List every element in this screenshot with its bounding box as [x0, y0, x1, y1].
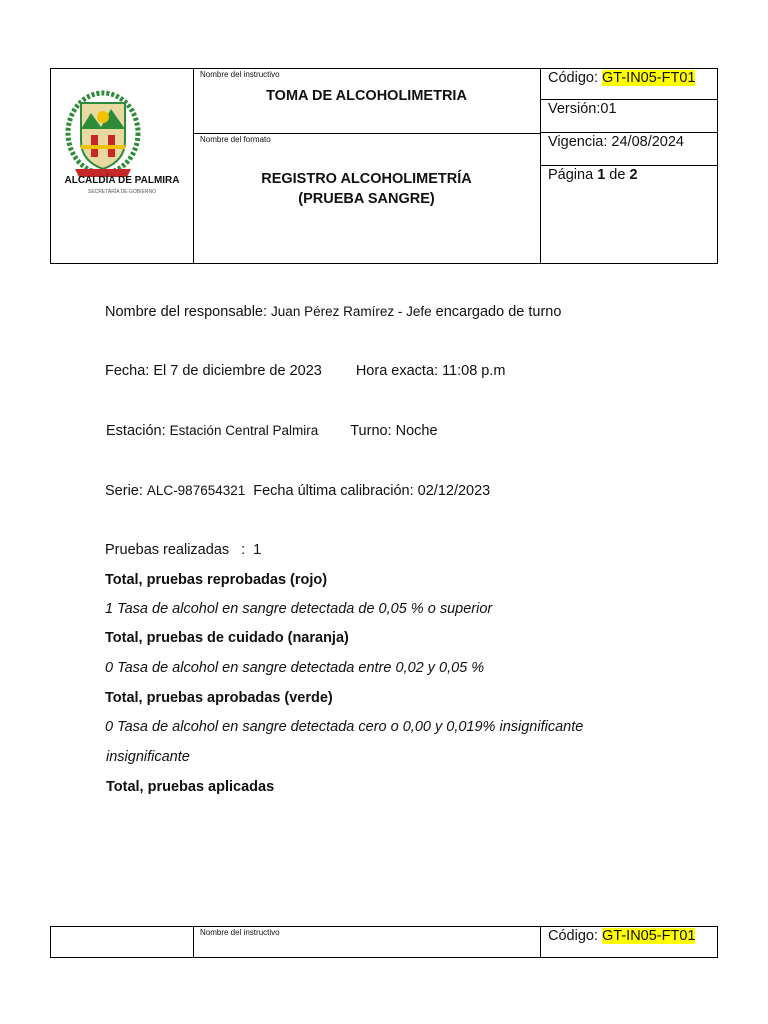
fecha-line	[105, 363, 505, 379]
pagina-prefix: Página	[548, 167, 598, 183]
pagina-total: 2	[629, 167, 638, 183]
footer-logo-cell	[51, 927, 194, 957]
instructivo-label: Nombre del instructivo	[200, 70, 280, 79]
logo-cell	[51, 69, 194, 263]
cuidado-desc: 0 Tasa de alcohol en sangre detectada entre 0,02 y 0,05 %	[105, 660, 485, 676]
logo-name: ALCALDÍA DE PALMIRA	[64, 175, 180, 186]
pagina-number: 1	[597, 167, 606, 183]
pagina-cell	[541, 166, 718, 263]
cuidado-title: Total, pruebas de cuidado (naranja)	[105, 630, 349, 646]
reprobadas-title: Total, pruebas reprobadas (rojo)	[105, 572, 328, 588]
responsable-suffix: encargado de turno	[431, 304, 562, 320]
formato-line1: REGISTRO ALCOHOLIMETRÍA	[261, 171, 472, 187]
responsable-line	[105, 304, 561, 320]
codigo-value: GT-IN05-FT01	[602, 70, 696, 86]
pruebas-label: Pruebas realizadas	[105, 542, 230, 558]
header-table	[50, 68, 718, 264]
pagina-mid: de	[605, 167, 630, 183]
footer-codigo-cell	[540, 927, 717, 957]
instructivo-cell	[193, 69, 540, 134]
aprobadas-desc-continued: insignificante	[106, 749, 190, 765]
version-value: Versión:01	[548, 101, 617, 117]
alcaldia-logo-icon	[51, 69, 193, 263]
aplicadas-title: Total, pruebas aplicadas	[106, 779, 275, 795]
calibracion-value: Fecha última calibración: 02/12/2023	[253, 483, 491, 499]
footer-codigo-value: GT-IN05-FT01	[602, 928, 696, 944]
turno-value: Turno: Noche	[350, 423, 438, 439]
estacion-value: Estación Central Palmira	[169, 423, 319, 438]
version-cell	[541, 100, 718, 133]
hora-value: Hora exacta: 11:08 p.m	[355, 363, 506, 379]
formato-line2: (PRUEBA SANGRE)	[298, 191, 435, 207]
estacion-label: Estación:	[106, 423, 170, 439]
vigencia-value: Vigencia: 24/08/2024	[548, 134, 684, 150]
pruebas-line	[105, 542, 261, 558]
responsable-label: Nombre del responsable:	[105, 304, 272, 320]
control-column	[540, 69, 718, 263]
aprobadas-desc: 0 Tasa de alcohol en sangre detectada cero o 0,00 y 0,019% insignificante	[105, 719, 584, 735]
serie-value: ALC-987654321	[146, 483, 246, 498]
reprobadas-desc: 1 Tasa de alcohol en sangre detectada de 0,05 % o superior	[105, 601, 493, 617]
pruebas-sep: :	[241, 542, 246, 558]
serie-label: Serie:	[105, 483, 147, 499]
formato-cell	[193, 133, 540, 263]
responsable-value: Juan Pérez Ramírez - Jefe	[271, 304, 432, 319]
fecha-value: Fecha: El 7 de diciembre de 2023	[105, 363, 322, 379]
footer-codigo-label: Código:	[548, 928, 603, 944]
codigo-cell	[541, 69, 718, 100]
aprobadas-title: Total, pruebas aprobadas (verde)	[105, 690, 333, 706]
logo-subtitle: SECRETARÍA DE GOBIERNO	[88, 189, 156, 195]
pruebas-value: 1	[253, 542, 262, 558]
instructivo-value: TOMA DE ALCOHOLIMETRIA	[266, 88, 467, 104]
vigencia-cell	[541, 133, 718, 166]
serie-line	[105, 483, 490, 499]
footer-table	[50, 926, 718, 958]
codigo-label: Código:	[548, 70, 603, 86]
footer-instructivo-label: Nombre del instructivo	[200, 928, 280, 937]
estacion-line	[106, 423, 438, 439]
formato-label: Nombre del formato	[200, 135, 271, 144]
